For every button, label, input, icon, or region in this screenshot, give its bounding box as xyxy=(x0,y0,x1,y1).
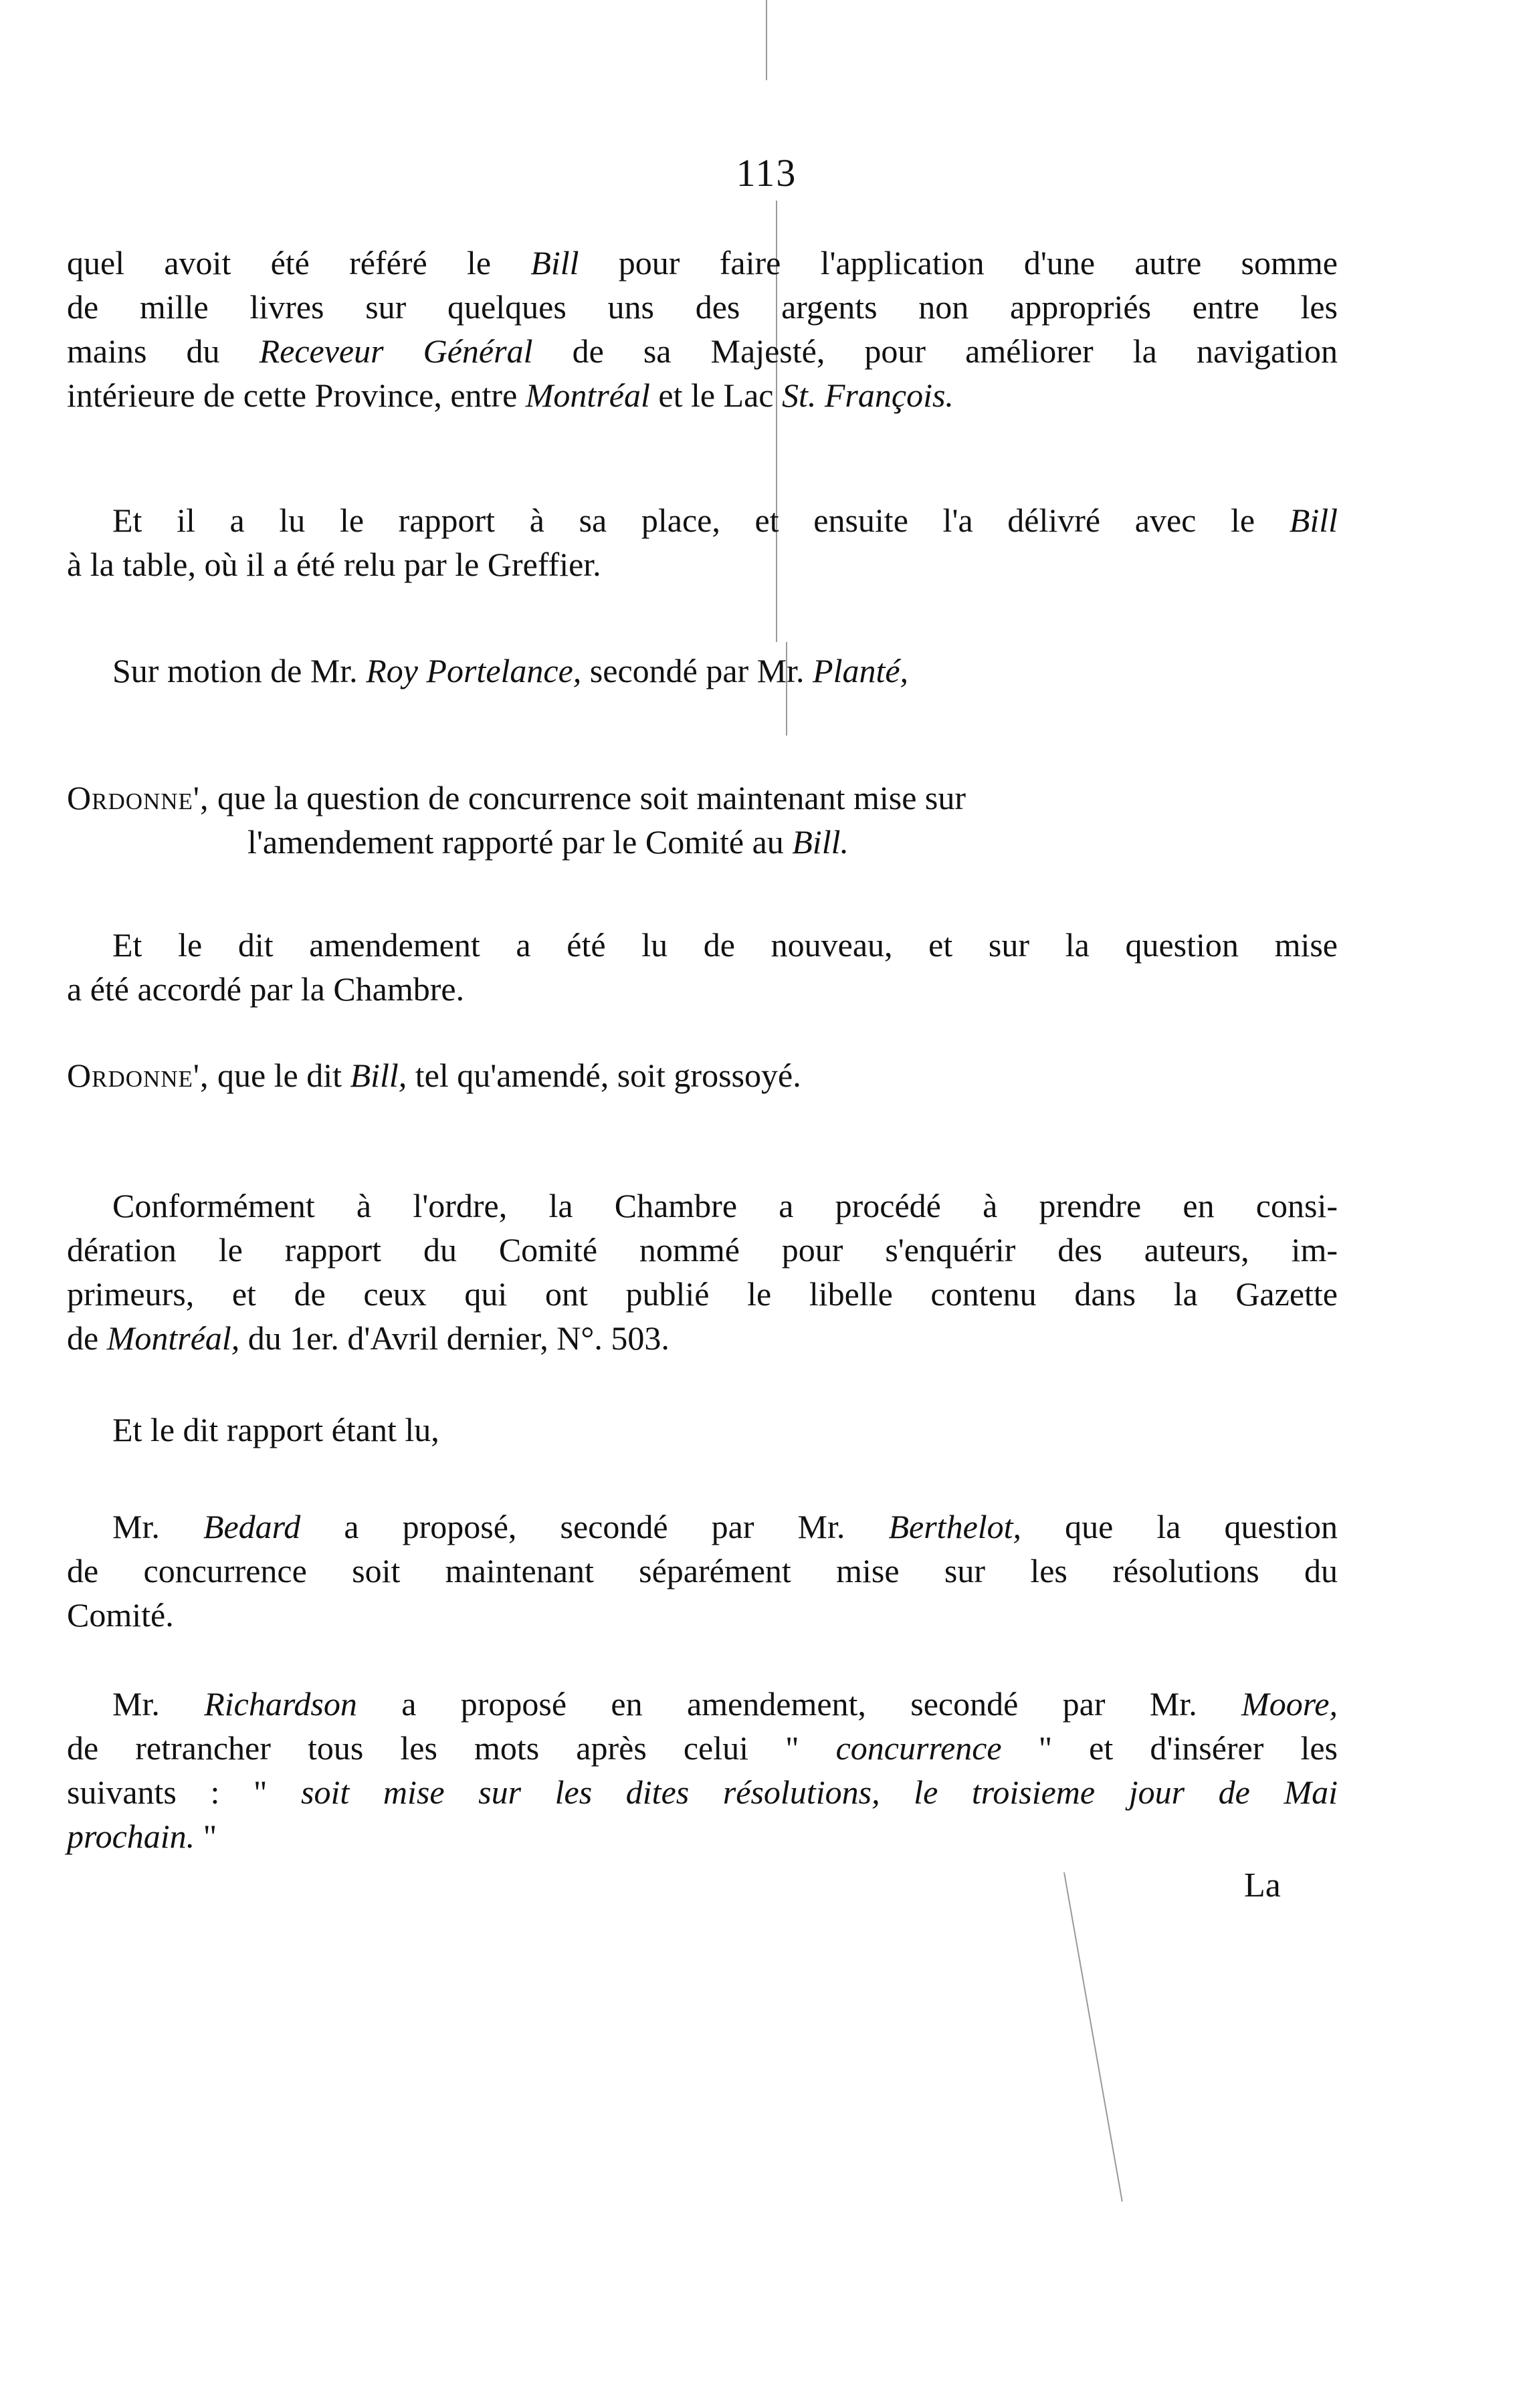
fold-crease xyxy=(766,0,767,80)
paragraph-motion: Sur motion de Mr. Roy Portelance, secondé par Mr. Planté, xyxy=(112,652,909,689)
paragraph-richardson-amendment: Mr. Richardson a proposé en amendement, secondé par Mr. Moore, de retrancher tous les mots après celui " concurrence " et d'insérer les suivants : " soit mise sur les dites résolutions, le troisieme jour de Mai prochain. " xyxy=(67,1685,1338,1855)
page-number: 113 xyxy=(736,151,797,195)
paragraph-report-read-2: Et le dit rapport étant lu, xyxy=(112,1411,439,1448)
catchword: La xyxy=(1244,1866,1281,1904)
paragraph-bill-referral: quel avoit été référé le Bill pour faire l'application d'une autre somme de mille livres sur quelques uns des argents non appropriés entre les mains du Receveur Général de sa Majesté, pour améliorer la navigation intérieure de cette Province, entre Montréal et le Lac St. François. xyxy=(67,244,1338,414)
paragraph-report-read: Et il a lu le rapport à sa place, et ensuite l'a délivré avec le Bill à la table, où il a été relu par le Greffier. xyxy=(67,502,1338,583)
paragraph-order-engrossed: Ordonne', que le dit Bill, tel qu'amendé, soit grossoyé. xyxy=(67,1057,801,1094)
paragraph-bedard-motion: Mr. Bedard a proposé, secondé par Mr. Berthelot, que la question de concurrence soit maintenant séparément mise sur les résolutions du Comité. xyxy=(67,1508,1338,1634)
paragraph-order-concurrence: Ordonne', que la question de concurrence soit maintenant mise sur l'amendement rapporté par le Comité au Bill. xyxy=(67,779,966,861)
paragraph-libel-report: Conformément à l'ordre, la Chambre a procédé à prendre en consi- dération le rapport du Comité nommé pour s'enquérir des auteurs, im- primeurs, et de ceux qui ont publié le libelle contenu dans la Gazette de Montréal, du 1er. d'Avril dernier, N°. 503. xyxy=(67,1187,1338,1357)
paragraph-amendment-read: Et le dit amendement a été lu de nouveau, et sur la question mise a été accordé par la Chambre. xyxy=(67,926,1338,1008)
fold-crease xyxy=(1063,1872,1123,2202)
